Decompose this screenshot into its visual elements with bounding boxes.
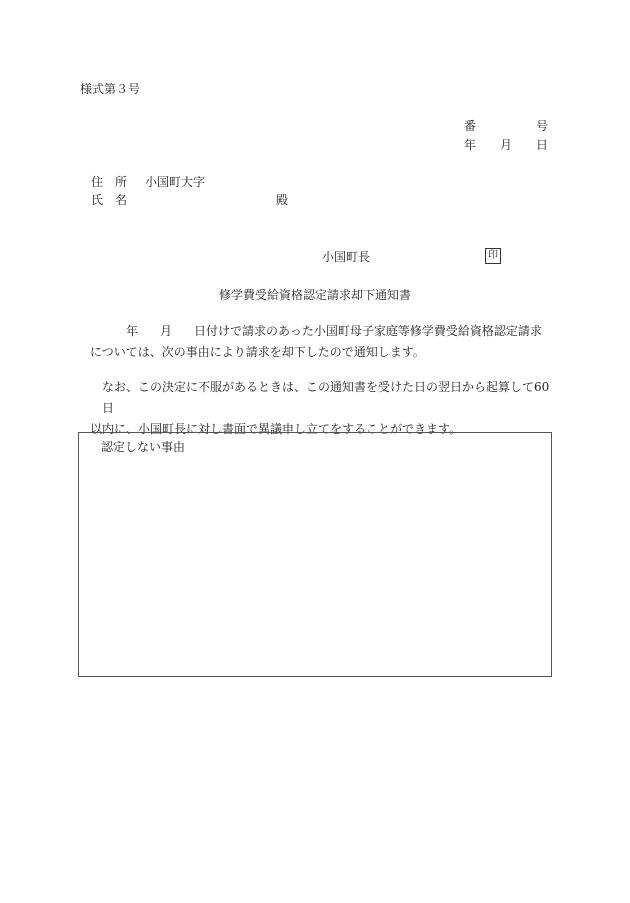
honorific: 殿: [276, 193, 289, 207]
paragraph-1-month: 月: [160, 324, 173, 338]
address-row: [91, 175, 205, 189]
document-date-row: [464, 138, 548, 152]
paragraph-1-line-1: [90, 321, 560, 342]
date-day-label: 日: [535, 138, 548, 152]
paragraph-2-line-2: 以内に、小国町長に対し書面で異議申し立てをすることができます。: [90, 422, 462, 436]
reason-box-label: 認定しない事由: [101, 440, 186, 454]
date-year-label: 年: [464, 138, 477, 152]
document-title: 修学費受給資格認定請求却下通知書: [218, 288, 411, 302]
name-label: 氏 名: [91, 193, 128, 207]
paragraph-1-line-2: については、次の事由により請求を却下したので通知します。: [90, 345, 425, 359]
seal-mark: 印: [485, 248, 501, 264]
number-label-go: 号: [535, 119, 548, 133]
notice-paragraph-2: [90, 377, 560, 440]
paragraph-1-year: 年: [126, 324, 139, 338]
paragraph-2-line-1: なお、この決定に不服があるときは、この通知書を受けた日の翌日から起算して60日: [102, 380, 550, 415]
address-label: 住 所: [91, 175, 128, 189]
paragraph-1-rest: 日付けで請求のあった小国町母子家庭等修学費受給資格認定請求: [194, 324, 542, 338]
address-value: 小国町大字: [145, 175, 206, 189]
form-number: 様式第３号: [80, 82, 141, 96]
notice-paragraph-1: [90, 321, 560, 363]
number-label-ban: 番: [464, 119, 477, 133]
name-row: [91, 193, 145, 207]
reason-box: [78, 432, 552, 677]
issuer-title: 小国町長: [322, 250, 371, 264]
document-number-row: [464, 119, 548, 133]
date-month-label: 月: [499, 138, 512, 152]
